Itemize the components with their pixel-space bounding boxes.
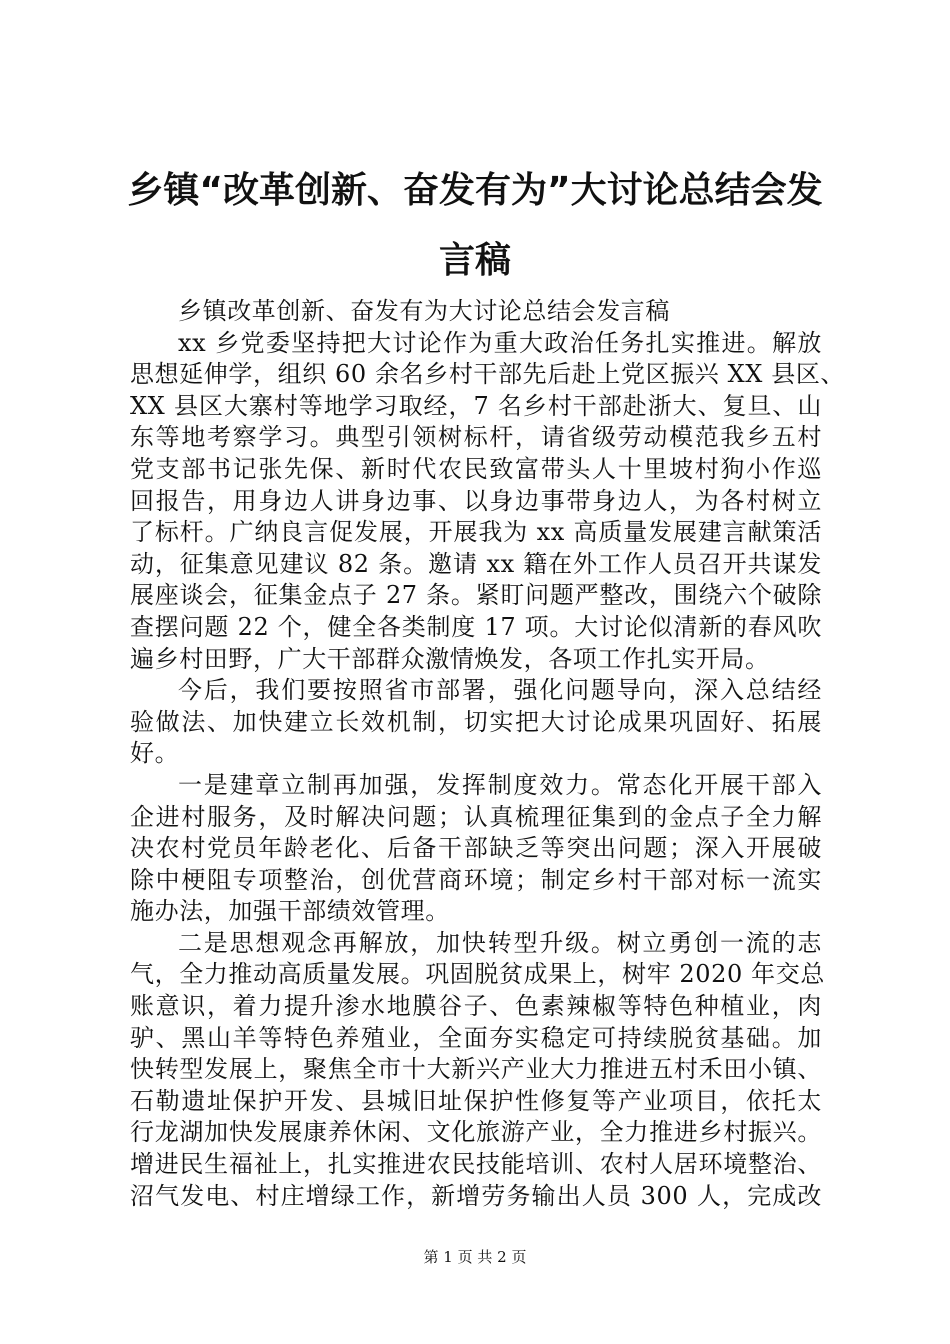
title-line: 言稿 [438, 240, 511, 281]
body-line: 回报告，用身边人讲身边事、以身边事带身边人，为各村树立 [130, 486, 822, 515]
body-line: 一是建章立制再加强，发挥制度效力。常态化开展干部入 [178, 770, 822, 799]
document-title [100, 156, 850, 296]
body-line: 账意识，着力提升渗水地膜谷子、色素辣椒等特色种植业，肉 [130, 992, 822, 1021]
document-body [130, 296, 846, 1212]
page-footer: 第 1 页 共 2 页 [423, 1248, 527, 1266]
body-line: 增进民生福祉上，扎实推进农民技能培训、农村人居环境整治、 [130, 1150, 822, 1179]
body-line: 东等地考察学习。典型引领树标杆，请省级劳动模范我乡五村 [130, 423, 822, 452]
body-line: 思想延伸学，组织 60 余名乡村干部先后赴上党区振兴 XX 县区、 [130, 360, 846, 389]
body-line: 行龙湖加快发展康养休闲、文化旅游产业，全力推进乡村振兴。 [130, 1118, 822, 1147]
body-line: 乡镇改革创新、奋发有为大讨论总结会发言稿 [178, 297, 670, 325]
body-line: 二是思想观念再解放，加快转型升级。树立勇创一流的志 [178, 928, 822, 957]
body-line: 除中梗阻专项整治，创优营商环境；制定乡村干部对标一流实 [130, 865, 822, 894]
body-line: 快转型发展上，聚焦全市十大新兴产业大力推进五村禾田小镇、 [130, 1055, 822, 1084]
body-line: 气，全力推动高质量发展。巩固脱贫成果上，树牢 2020 年交总 [130, 960, 825, 989]
body-line: 驴、黑山羊等特色养殖业，全面夯实稳定可持续脱贫基础。加 [130, 1023, 822, 1052]
title-line: 乡镇“改革创新、奋发有为”大讨论总结会发 [127, 170, 823, 211]
body-line: 党支部书记张先保、新时代农民致富带头人十里坡村狗小作巡 [130, 454, 822, 483]
body-line: xx 乡党委坚持把大讨论作为重大政治任务扎实推进。解放 [178, 328, 822, 357]
body-line: 展座谈会，征集金点子 27 条。紧盯问题严整改，围绕六个破除 [130, 581, 822, 610]
body-line: 沼气发电、村庄增绿工作，新增劳务输出人员 300 人，完成改 [130, 1181, 822, 1210]
body-line: 石勒遗址保护开发、县城旧址保护性修复等产业项目，依托太 [130, 1086, 822, 1115]
body-line: 验做法、加快建立长效机制，切实把大讨论成果巩固好、拓展 [130, 707, 822, 736]
body-line: 查摆问题 22 个，健全各类制度 17 项。大讨论似清新的春风吹 [130, 612, 822, 641]
body-line: 今后，我们要按照省市部署，强化问题导向，深入总结经 [178, 676, 822, 705]
body-line: 遍乡村田野，广大干部群众激情焕发，各项工作扎实开局。 [130, 644, 770, 673]
body-line: 动，征集意见建议 82 条。邀请 xx 籍在外工作人员召开共谋发 [130, 549, 822, 578]
body-line: 好。 [130, 739, 180, 768]
body-line: 企进村服务，及时解决问题；认真梳理征集到的金点子全力解 [130, 802, 822, 831]
body-line: 了标杆。广纳良言促发展，开展我为 xx 高质量发展建言献策活 [130, 518, 822, 547]
body-line: XX 县区大寨村等地学习取经，7 名乡村干部赴浙大、复旦、山 [130, 391, 822, 420]
body-line: 施办法，加强干部绩效管理。 [130, 897, 450, 926]
body-line: 决农村党员年龄老化、后备干部缺乏等突出问题；深入开展破 [130, 834, 822, 863]
